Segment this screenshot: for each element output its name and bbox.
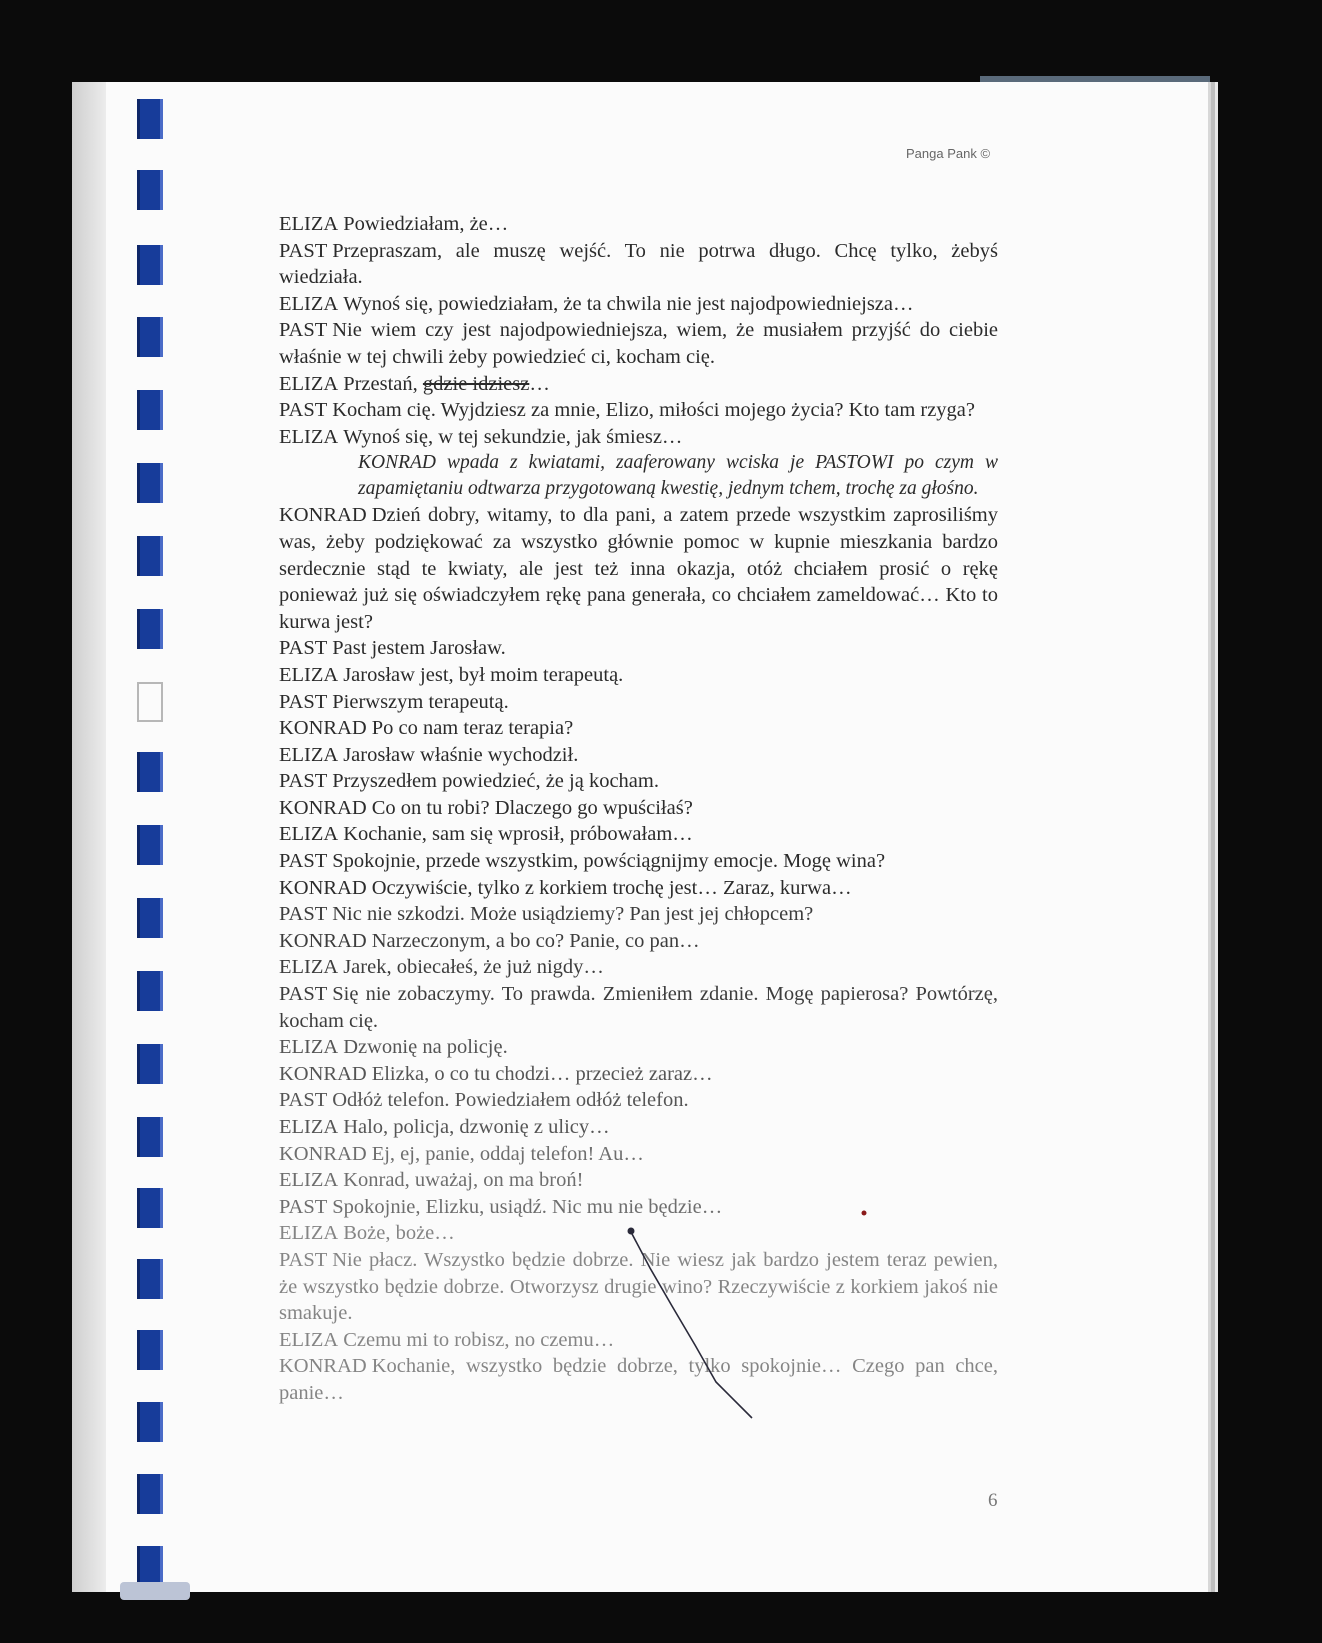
speaker-name: PAST [279, 1248, 328, 1271]
dialogue-text: Spokojnie, przede wszystkim, powściągnijmy emocje. Mogę wina? [332, 850, 886, 873]
speaker-name: PAST [279, 637, 328, 660]
stage-direction: KONRAD wpada z kwiatami, zaaferowany wciska je PASTOWI po czym w zapamiętaniu odtwarza przygotowaną kwestię, jednym tchem, trochę za głośno. [358, 452, 998, 500]
speaker-name: PAST [279, 983, 328, 1006]
speaker-name: ELIZA [279, 1116, 339, 1138]
speaker-name: PAST [279, 319, 328, 342]
speaker-name: ELIZA [279, 956, 339, 979]
dialogue-text: Kochanie, sam się wprosił, próbowałam… [343, 823, 693, 846]
dialogue-text: Konrad, uważaj, on ma broń! [343, 1169, 584, 1192]
dialogue-text: Nie wiem czy jest najodpowiedniejsza, wiem, że musiałem przyjść do ciebie właśnie w tej chwili żeby powiedzieć ci, kocham cię. [279, 319, 998, 368]
dialogue-text: Ej, ej, panie, oddaj telefon! Au… [371, 1142, 644, 1165]
dialogue-text: Kochanie, wszystko będzie dobrze, tylko spokojnie… Czego pan chce, panie… [279, 1355, 998, 1404]
dialogue-text: Odłóż telefon. Powiedziałem odłóż telefon. [332, 1089, 689, 1112]
dialogue-text: Narzeczonym, a bo co? Panie, co pan… [371, 929, 700, 952]
dialogue-text: Jarosław jest, był moim terapeutą. [343, 663, 624, 686]
speaker-name: ELIZA [279, 823, 339, 846]
speaker-name: ELIZA [279, 213, 339, 235]
dialogue-text: Nie płacz. Wszystko będzie dobrze. Nie wiesz jak bardzo jestem teraz pewien, że wszystko będzie dobrze. Otworzysz drugie wino? Rzeczywiście z korkiem jakoś nie smakuje. [279, 1248, 998, 1325]
dialogue-text: Spokojnie, Elizku, usiądź. Nic mu nie będzie… [332, 1195, 723, 1218]
struck-text: gdzie idziesz [422, 372, 530, 395]
speaker-name: KONRAD [279, 504, 367, 527]
speaker-name: PAST [279, 399, 328, 422]
speaker-name: PAST [279, 239, 328, 262]
speaker-name: ELIZA [279, 743, 339, 766]
dialogue-text: Dzwonię na policję. [343, 1036, 508, 1059]
dialogue-text: Czemu mi to robisz, no czemu… [343, 1328, 615, 1351]
dialogue-text: Pierwszym terapeutą. [332, 690, 509, 713]
dialogue-text: Wynoś się, w tej sekundzie, jak śmiesz… [343, 425, 683, 448]
speaker-name: KONRAD [279, 717, 367, 740]
speaker-name: ELIZA [279, 663, 339, 686]
speaker-name: PAST [279, 1195, 328, 1218]
dialogue-text: Przyszedłem powiedzieć, że ją kocham. [332, 770, 659, 793]
speaker-name: ELIZA [279, 1169, 339, 1192]
speaker-name: ELIZA [279, 425, 339, 448]
dialogue-text: Oczywiście, tylko z korkiem trochę jest… Zaraz, kurwa… [371, 876, 852, 899]
speaker-name: KONRAD [279, 796, 367, 819]
speaker-name: ELIZA [279, 292, 339, 315]
dialogue-text: Powiedziałam, że… [343, 213, 509, 235]
dialogue-text: Kocham cię. Wyjdziesz za mnie, Elizo, miłości mojego życia? Kto tam rzyga? [332, 399, 976, 422]
dialogue-text: Boże, boże… [343, 1222, 455, 1245]
speaker-name: KONRAD [279, 1355, 367, 1378]
speaker-name: ELIZA [279, 372, 339, 395]
speaker-name: ELIZA [279, 1328, 339, 1351]
dialogue-text-after: … [529, 372, 550, 395]
speaker-name: PAST [279, 690, 328, 713]
speaker-name: KONRAD [279, 929, 367, 952]
speaker-name: KONRAD [279, 1062, 367, 1085]
page-header: Panga Pank © [906, 146, 991, 161]
dialogue-text: Nic nie szkodzi. Może usiądziemy? Pan jest jej chłopcem? [332, 903, 814, 926]
speaker-name: KONRAD [279, 1142, 367, 1165]
speaker-name: PAST [279, 770, 328, 793]
dialogue-text: Przepraszam, ale muszę wejść. To nie potrwa długo. Chcę tylko, żebyś wiedziała. [279, 239, 998, 289]
speaker-name: PAST [279, 903, 328, 926]
dialogue-text: Dzień dobry, witamy, to dla pani, a zatem przede wszystkim zaprosiliśmy was, żeby podziękować za wszystko głównie pomoc w kupnie mieszkania bardzo serdecznie stąd te kwiaty, ale jest też inna okazja, otóż chciałem prosić o rękę ponieważ już się oświadczyłem rękę pana generała, co chciałem zameldować… Kto to kurwa jest? [279, 504, 998, 633]
speaker-name: PAST [279, 1089, 328, 1112]
dialogue-text: Przestań, [343, 372, 418, 395]
speaker-name: KONRAD [279, 876, 367, 899]
speaker-name: PAST [279, 850, 328, 873]
dialogue-text: Past jestem Jarosław. [332, 637, 506, 660]
dialogue-text: Elizka, o co tu chodzi… przecież zaraz… [371, 1062, 713, 1085]
dialogue-text: Jarek, obiecałeś, że już nigdy… [343, 956, 604, 979]
dialogue-text: Co on tu robi? Dlaczego go wpuściłaś? [371, 796, 693, 819]
dialogue-text: Jarosław właśnie wychodził. [343, 743, 579, 766]
dialogue-text: Wynoś się, powiedziałam, że ta chwila nie jest najodpowiedniejsza… [343, 292, 914, 315]
speaker-name: ELIZA [279, 1222, 339, 1245]
dialogue-text: Się nie zobaczymy. To prawda. Zmieniłem zdanie. Mogę papierosa? Powtórzę, kocham cię. [279, 983, 998, 1032]
page-number: 6 [988, 1490, 998, 1511]
dialogue-text: Po co nam teraz terapia? [371, 717, 574, 740]
dialogue-text: Halo, policja, dzwonię z ulicy… [343, 1116, 610, 1138]
speaker-name: ELIZA [279, 1036, 339, 1059]
